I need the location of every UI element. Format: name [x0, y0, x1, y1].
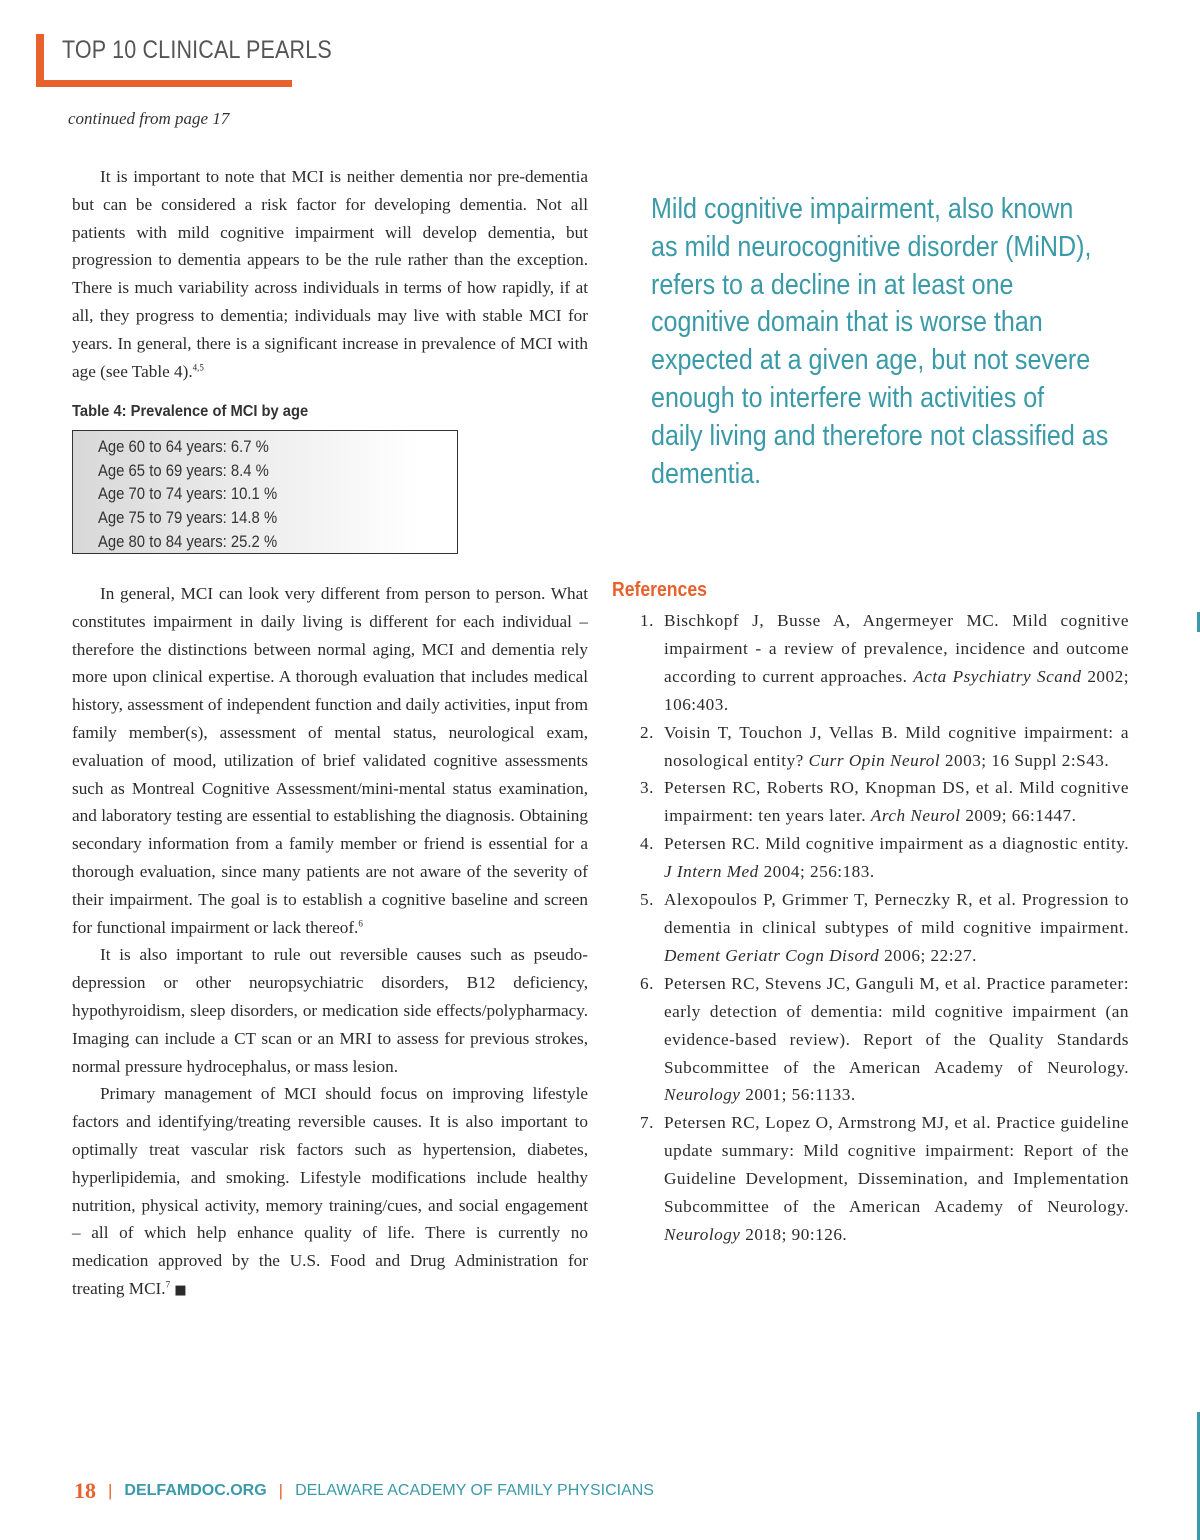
citation-superscript: 4,5: [192, 361, 204, 372]
table-caption: Table 4: Prevalence of MCI by age: [72, 403, 309, 420]
intro-paragraph-block: [72, 163, 588, 385]
citation-superscript: 7: [165, 1279, 171, 1290]
body-paragraph: It is also important to rule out reversible causes such as pseudo-depression or other neuropsychiatric disorders, B12 deficiency, hypothyroidism, sleep disorders, or medication side effects/polypharmacy. Imaging can include a CT scan or an MRI to assess for previous strokes, normal pressure hydrocephalus, or mass lesion.: [72, 945, 588, 1076]
page-number: 18: [74, 1478, 96, 1503]
header-accent-bar: [36, 34, 44, 86]
table-row: Age 65 to 69 years: 8.4 %: [98, 461, 269, 480]
citation-superscript: 6: [358, 917, 363, 928]
table-row: Age 70 to 74 years: 10.1 %: [98, 485, 278, 504]
reference-item: 3. Petersen RC, Roberts RO, Knopman DS, et al. Mild cognitive impairment: ten years later. Arch Neurol 2009; 66:1447.: [640, 778, 1129, 826]
footer-organization: DELAWARE ACADEMY OF FAMILY PHYSICIANS: [295, 1482, 654, 1499]
page-footer: [74, 1478, 654, 1504]
intro-paragraph: It is important to note that MCI is neither dementia nor pre-dementia but can be considered a risk factor for developing dementia. Not all patients with mild cognitive impairment will develop dementia, but progression to dementia appears to be the rule rather than the exception. There is much variability across individuals in terms of how rapidly, if at all, they progress to dementia; individuals may live with stable MCI for years. In general, there is a significant increase in prevalence of MCI with age (see Table 4).$^{4,5}$: [72, 167, 588, 381]
pull-quote-line: expected at a given age, but not severe: [651, 344, 1091, 377]
pull-quote: [651, 191, 1141, 493]
body-paragraph: In general, MCI can look very different from person to person. What constitutes impairment in daily living is different for each individual – therefore the distinctions between normal aging, MCI and dementia rely more upon clinical expertise. A thorough evaluation that includes medical history, assessment of independent function and daily activities, input from family member(s), assessment of mental status, neurological exam, evaluation of mood, utilization of brief validated cognitive assessments such as Montreal Cognitive Assessment/mini-mental status examination, and laboratory testing are essential to establishing the diagnosis. Obtaining secondary information from a family member or friend is essential for a thorough evaluation, since many patients are not aware of the severity of their impairment. The goal is to establish a cognitive baseline and screen for functional impairment or lack thereof.$^6$: [72, 584, 588, 937]
reference-item: 1. Bischkopf J, Busse A, Angermeyer MC. Mild cognitive impairment - a review of prevalence, incidence and outcome according to current approaches. Acta Psychiatry Scand 2002; 106:403.: [640, 611, 1129, 714]
table-row: Age 80 to 84 years: 25.2 %: [98, 532, 278, 551]
footer-separator: |: [278, 1481, 284, 1500]
section-title: TOP 10 CLINICAL PEARLS: [62, 36, 332, 64]
references-list: [636, 607, 1129, 1249]
footer-site-link[interactable]: DELFAMDOC.ORG: [124, 1482, 267, 1499]
body-text-block: [72, 580, 588, 1305]
pull-quote-line: cognitive domain that is worse than: [651, 306, 1043, 339]
header-underline: [36, 80, 292, 87]
pull-quote-line: daily living and therefore not classified as: [651, 419, 1109, 452]
prevalence-table: [72, 430, 458, 554]
footer-separator: |: [108, 1481, 113, 1500]
reference-item: 5. Alexopoulos P, Grimmer T, Perneczky R, et al. Progression to dementia in clinical subtypes of mild cognitive impairment. Dement Geriatr Cogn Disord 2006; 22:27.: [640, 890, 1129, 965]
pull-quote-line: enough to interfere with activities of: [651, 381, 1045, 414]
pull-quote-line: refers to a decline in at least one: [651, 268, 1014, 301]
table-row: Age 60 to 64 years: 6.7 %: [98, 438, 269, 456]
reference-item: 7. Petersen RC, Lopez O, Armstrong MJ, et al. Practice guideline update summary: Mild cognitive impairment: Report of the Guideline Development, Dissemination, and Implementation Subcommittee of the American Academy of Neurology. Neurology 2018; 90:126.: [640, 1113, 1129, 1244]
pull-quote-line: Mild cognitive impairment, also known: [651, 193, 1074, 225]
continued-note: continued from page 17: [68, 109, 230, 128]
body-paragraph: Primary management of MCI should focus on improving lifestyle factors and identifying/treating reversible causes. It is also important to optimally treat vascular risk factors such as hypertension, diabetes, hyperlipidemia, and smoking. Lifestyle modifications include healthy nutrition, physical activity, memory training/cues, and social engagement – all of which help enhance quality of life. There is currently no medication approved by the U.S. Food and Drug Administration for treating MCI.$^7$ ■: [72, 1084, 588, 1298]
end-mark-icon: ■: [174, 1282, 187, 1298]
reference-item: 2. Voisin T, Touchon J, Vellas B. Mild cognitive impairment: a nosological entity? Curr Opin Neurol 2003; 16 Suppl 2:S43.: [640, 722, 1129, 770]
reference-item: 4. Petersen RC. Mild cognitive impairment as a diagnostic entity. J Intern Med 2004; 256:183.: [640, 834, 1129, 882]
pull-quote-line: as mild neurocognitive disorder (MiND),: [651, 230, 1092, 263]
table-row: Age 75 to 79 years: 14.8 %: [98, 509, 278, 528]
pull-quote-line: dementia.: [651, 457, 762, 490]
references-heading: References: [612, 579, 707, 601]
reference-item: 6. Petersen RC, Stevens JC, Ganguli M, et al. Practice parameter: early detection of dementia: mild cognitive impairment (an evidence-based review). Report of the Quality Standards Subcommittee of the American Academy of Neurology. Neurology 2001; 56:1133.: [640, 973, 1129, 1105]
